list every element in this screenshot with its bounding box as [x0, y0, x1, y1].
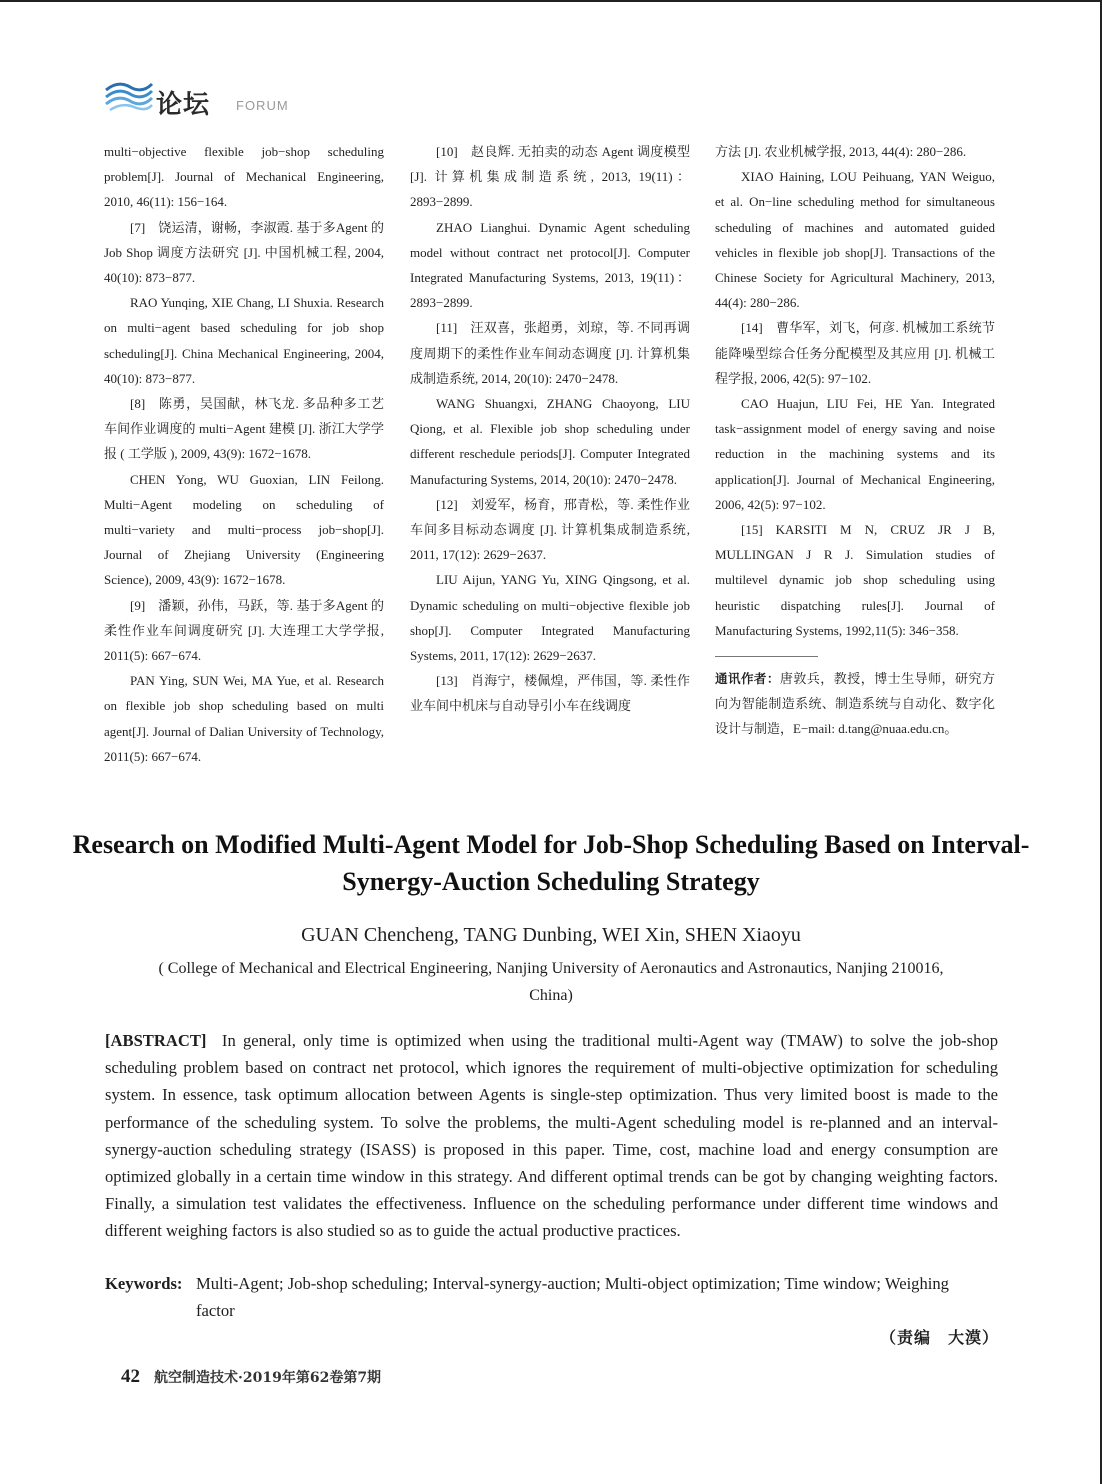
reference-entry: multi−objective flexible job−shop scheduling problem[J]. Journal of Mechanical Engineering, 2010, 46(11): 156−164. [104, 144, 384, 210]
paper-title: Research on Modified Multi-Agent Model for Job-Shop Scheduling Based on Interval-Synergy-Auction Scheduling Strategy [72, 830, 1030, 896]
section-title-en: FORUM [236, 98, 289, 113]
reference-entry: LIU Aijun, YANG Yu, XING Qingsong, et al. Dynamic scheduling on multi−objective flexible job shop[J]. Computer Integrated Manufacturing Systems, 2011, 17(12): 2629−2637. [410, 572, 690, 664]
reference-entry: [11] 汪双喜，张超勇，刘琼，等. 不同再调度周期下的柔性作业车间动态调度 [J]. 计算机集成制造系统, 2014, 20(10): 2470−2478. [410, 320, 690, 386]
abstract-text: In general, only time is optimized when using the traditional multi-Agent way (TMAW) to solve the job-shop scheduling problem based on contract net protocol, which ignores the requirement of multi-objective optimization for scheduling system. In essence, task optimum allocation between Agents is single-step optimization. Thus very limited boost is made to the performance of the scheduling system. To solve the problems, the multi-Agent scheduling model is re-planned and an interval-synergy-auction scheduling strategy (ISASS) is proposed in this paper. Time, cost, machine load and energy consumption are optimized globally in a certain time window in this strategy. And different optimal trends can be got by changing weighting factors. Finally, a simulation test validates the effectiveness. Influence on the scheduling performance under different time windows and different weighing factors is also studied so as to guide the actual productive practices. [105, 1031, 998, 1241]
reference-entry: [13] 肖海宁，楼佩煌，严伟国，等. 柔性作业车间中机床与自动导引小车在线调度 [410, 673, 690, 714]
reference-entry: [9] 潘颖，孙伟，马跃，等. 基于多Agent 的柔性作业车间调度研究 [J]. 大连理工大学学报, 2011(5): 667−674. [104, 597, 384, 664]
keywords-text: Multi-Agent; Job-shop scheduling; Interval-synergy-auction; Multi-object optimization; Time window; Weighing factor [196, 1274, 949, 1320]
reference-entry: WANG Shuangxi, ZHANG Chaoyong, LIU Qiong, et al. Flexible job shop scheduling under different reschedule periods[J]. Computer Integrated Manufacturing Systems, 2014, 20(10): 2470−2478. [410, 396, 690, 487]
journal-name: 航空制造技术·2019年第62卷第7期 [154, 1370, 382, 1386]
corresponding-author-text: 唐敦兵，教授，博士生导师，研究方向为智能制造系统、制造系统与自动化、数字化设计与制造，E−mail: d.tang@nuaa.edu.cn。 [715, 671, 995, 737]
paper-affiliation: ( College of Mechanical and Electrical Engineering, Nanjing University of Aeronautics and Astronautics, Nanjing 210016, China) [158, 960, 944, 1004]
reference-entry: [12] 刘爱军，杨育，邢青松，等. 柔性作业车间多目标动态调度 [J]. 计算机集成制造系统, 2011, 17(12): 2629−2637. [410, 496, 690, 563]
section-header [104, 74, 404, 124]
section-title-cn: 论坛 [156, 90, 211, 120]
reference-entry: RAO Yunqing, XIE Chang, LI Shuxia. Research on multi−agent based scheduling for job shop scheduling[J]. China Mechanical Engineering, 2004, 40(10): 873−877. [104, 295, 384, 386]
reference-column-1 [104, 139, 384, 769]
page-frame-top [0, 0, 1102, 2]
corresponding-author-label: 通讯作者： [715, 671, 780, 687]
paper-authors: GUAN Chencheng, TANG Dunbing, WEI Xin, SHEN Xiaoyu [301, 924, 801, 946]
reference-entry: [8] 陈勇，吴国献，林飞龙. 多品种多工艺车间作业调度的 multi−Agent 建模 [J]. 浙江大学学报 ( 工学版 ), 2009, 43(9): 1672−1678. [104, 396, 384, 462]
abstract-paragraph [105, 1027, 998, 1245]
reference-entry: PAN Ying, SUN Wei, MA Yue, et al. Research on flexible job shop scheduling based on multi agent[J]. Journal of Dalian University of Technology, 2011(5): 667−674. [104, 673, 384, 764]
reference-entry: XIAO Haining, LOU Peihuang, YAN Weiguo, et al. On−line scheduling method for simultaneous scheduling of machines and automated guided vehicles in flexible job shop[J]. Transactions of the Chinese Society for Agricultural Machinery, 2013, 44(4): 280−286. [715, 169, 995, 311]
page-footer [121, 1366, 381, 1388]
reference-column-2 [410, 139, 690, 719]
reference-entry: [10] 赵良辉. 无拍卖的动态 Agent 调度模型 [J]. 计算机集成制造系统, 2013, 19(11)：2893−2899. [410, 144, 690, 210]
reference-entry: [7] 饶运清，谢畅，李淑霞. 基于多Agent 的 Job Shop 调度方法研究 [J]. 中国机械工程, 2004, 40(10): 873−877. [104, 219, 384, 286]
reference-entry: CAO Huajun, LIU Fei, HE Yan. Integrated task−assignment model of energy saving and noise reduction in the machining systems and its application[J]. Journal of Mechanical Engineering, 2006, 42(5): 97−102. [715, 396, 995, 512]
editor-note: （责编 大漠） [880, 1328, 1000, 1347]
reference-entry: 方法 [J]. 农业机械学报, 2013, 44(4): 280−286. [715, 144, 967, 159]
abstract-label: [ABSTRACT] [105, 1031, 207, 1050]
reference-column-3 [715, 139, 995, 742]
reference-entry: ZHAO Lianghui. Dynamic Agent scheduling model without contract net protocol[J]. Computer Integrated Manufacturing Systems, 2013, 19(11)：2893−2899. [410, 219, 690, 311]
reference-entry: [14] 曹华军，刘飞，何彦. 机械加工系统节能降噪型综合任务分配模型及其应用 [J]. 机械工程学报, 2006, 42(5): 97−102. [715, 320, 995, 386]
wave-logo-icon [104, 78, 154, 114]
reference-entry: [15] KARSITI M N, CRUZ JR J B, MULLINGAN J R J. Simulation studies of multilevel dynamic job shop scheduling using heuristic dispatching rules[J]. Journal of Manufacturing Systems, 1992,11(5): 346−358. [715, 522, 995, 638]
reference-entry: CHEN Yong, WU Guoxian, LIN Feilong. Multi−Agent modeling on scheduling of multi−variety and multi−process job−shop[J]. Journal of Zhejiang University (Engineering Science), 2009, 43(9): 1672−1678. [104, 471, 384, 588]
keywords-label: Keywords: [105, 1274, 183, 1293]
divider-rule [715, 656, 818, 657]
page-number: 42 [121, 1366, 140, 1387]
corresponding-author [715, 666, 995, 742]
